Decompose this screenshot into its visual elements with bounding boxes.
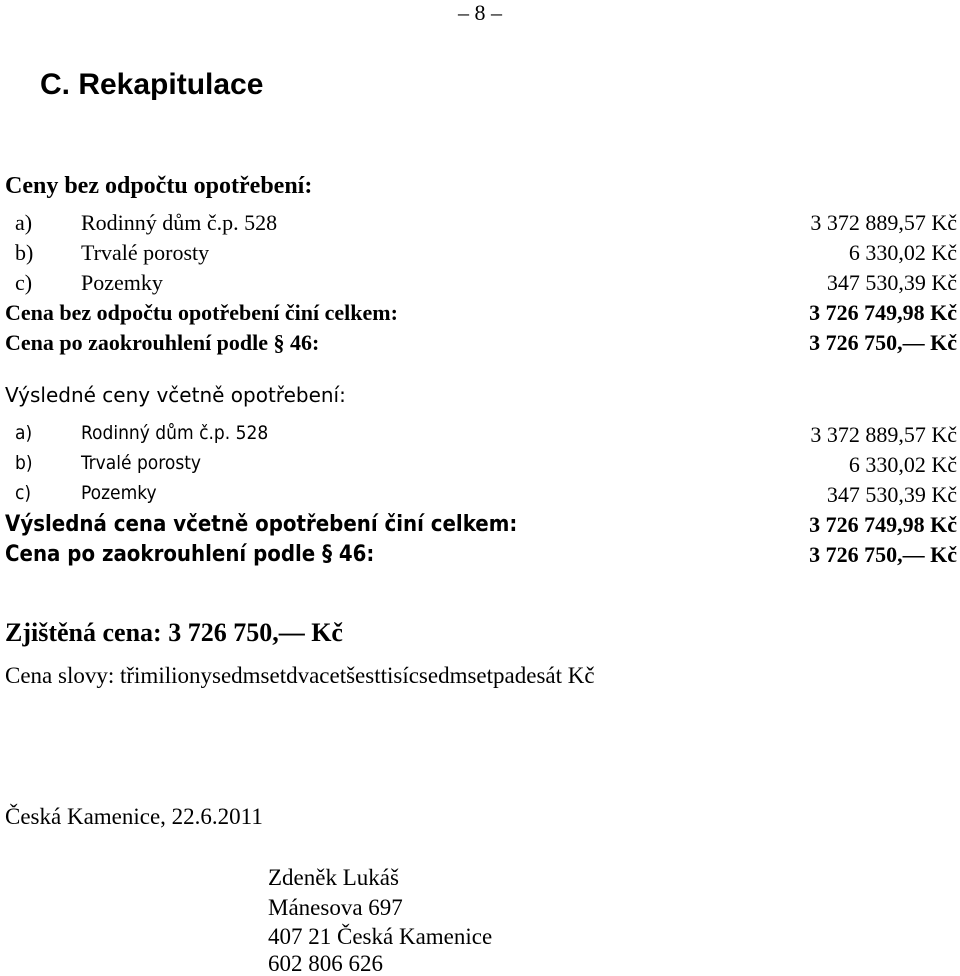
item-label: Trvalé porosty [81,452,202,474]
rounded-row [5,542,957,570]
total-row [5,300,957,328]
item-letter: c) [15,482,32,504]
rounded-amount: 3 726 750,— Kč [809,542,957,567]
list-item [5,452,957,480]
rounded-row [5,330,957,358]
list-item [5,422,957,450]
total-label: Cena bez odpočtu opotřebení činí celkem: [5,300,398,325]
place-date: Česká Kamenice, 22.6.2011 [5,804,263,829]
item-label: Trvalé porosty [81,240,210,265]
item-amount: 3 372 889,57 Kč [810,210,957,235]
page-number: – 8 – [458,0,502,25]
item-label: Pozemky [81,482,157,504]
final-price: Zjištěná cena: 3 726 750,— Kč [5,618,343,647]
item-letter: a) [15,210,33,235]
item-letter: b) [15,240,34,265]
item-label: Rodinný dům č.p. 528 [81,210,278,235]
total-row [5,512,957,540]
author-city: 407 21 Česká Kamenice [268,924,493,949]
author-phone: 602 806 626 [268,951,383,976]
item-amount: 6 330,02 Kč [848,240,957,265]
rounded-label: Cena po zaokrouhlení podle § 46: [5,542,375,567]
price-in-words: Cena slovy: třimilionysedmsetdvacetšesttisícsedmsetpadesát Kč [5,663,595,688]
author-street: Mánesova 697 [268,895,403,920]
item-amount: 347 530,39 Kč [826,482,957,507]
item-label: Pozemky [81,270,163,295]
author-name: Zdeněk Lukáš [268,865,399,890]
total-amount: 3 726 749,98 Kč [809,300,957,325]
rounded-amount: 3 726 750,— Kč [809,330,957,355]
list-item [5,240,957,268]
item-letter: b) [15,452,33,474]
item-letter: c) [15,270,33,295]
list-item [5,210,957,238]
rounded-label: Cena po zaokrouhlení podle § 46: [5,330,320,355]
list-item [5,270,957,298]
with-depreciation-heading: Výsledné ceny včetně opotřebení: [5,383,346,407]
total-label: Výsledná cena včetně opotřebení činí celkem: [5,512,518,537]
without-depreciation-heading: Ceny bez odpočtu opotřebení: [5,173,313,199]
item-letter: a) [15,422,33,444]
section-title: C. Rekapitulace [40,68,264,101]
total-amount: 3 726 749,98 Kč [809,512,957,537]
item-label: Rodinný dům č.p. 528 [81,422,269,444]
item-amount: 3 372 889,57 Kč [810,422,957,447]
item-amount: 6 330,02 Kč [848,452,957,477]
item-amount: 347 530,39 Kč [826,270,957,295]
list-item [5,482,957,510]
